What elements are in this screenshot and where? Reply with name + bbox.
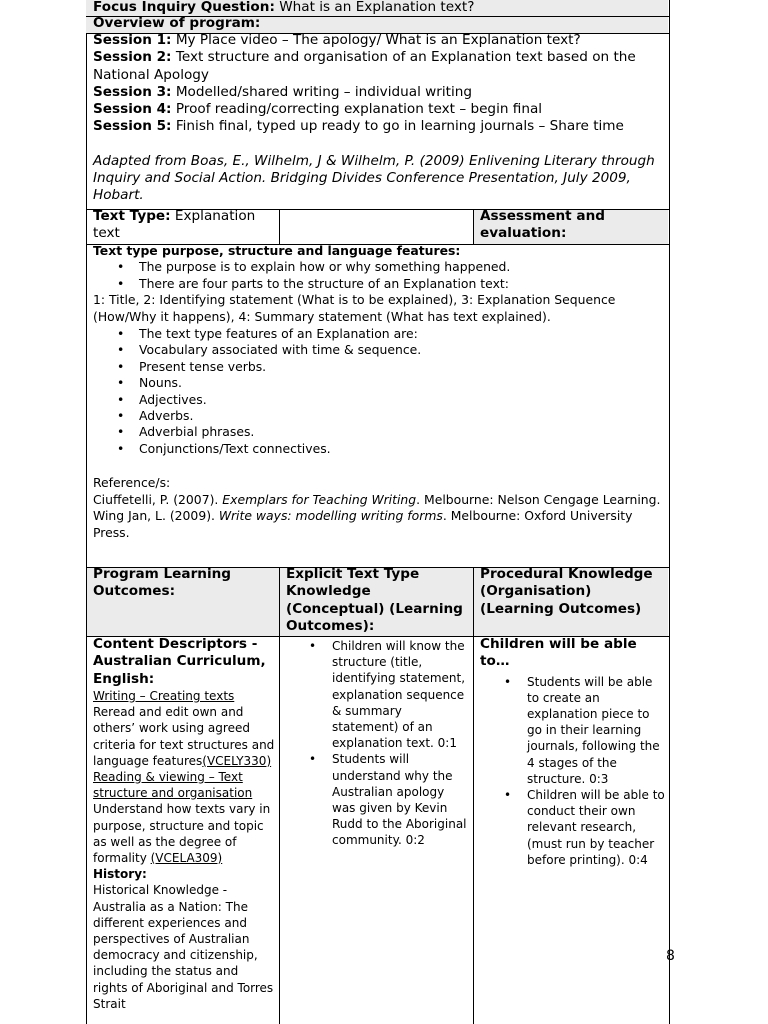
text-type (93, 208, 273, 243)
list-item: • Students will be able to create an explanation piece to go in their learning journals, following the 4 stages of the structure. 0:3 (480, 674, 666, 787)
header-procedural-knowledge: Procedural Knowledge (Organisation) (Learning Outcomes) (480, 566, 653, 617)
text-type-value: Explanation text (93, 208, 256, 242)
reference-1: Ciuffetelli, P. (2007). Exemplars for Teaching Writing. Melbourne: Nelson Cengage Learning. (93, 491, 661, 507)
reading-code-link[interactable]: (VCELA309) (150, 850, 223, 865)
structure-parts: 1: Title, 2: Identifying statement (What is to be explained), 3: Explanation Sequence (How/Why it happens), 4: Summary statement (What has text explained). (93, 292, 616, 324)
header-program-outcomes: Program Learning Outcomes: (93, 566, 232, 600)
focus-question (93, 0, 668, 16)
writing-link[interactable]: Writing – Creating texts (93, 688, 235, 703)
session-item (93, 101, 661, 118)
focus-label: Focus Inquiry Question: (93, 0, 275, 15)
session-text: Text structure and organisation of an Explanation text based on the National Apology (93, 49, 636, 83)
procedural-heading: Children will be able to… (480, 636, 637, 670)
session-label: Session 5: (93, 118, 172, 135)
session-label: Session 1: (93, 32, 172, 48)
session-label: Session 4: (93, 101, 172, 118)
purpose-list (93, 259, 663, 292)
session-label: Session 2: (93, 49, 172, 66)
references-label: Reference/s: (93, 475, 171, 491)
list-item: • Adjectives. (93, 392, 663, 408)
page-number: 8 (666, 948, 675, 964)
divider (279, 209, 280, 244)
history-descriptor: Historical Knowledge - Australia as a Nation: The different experiences and perspectives of Australian democracy and citizenship, including the status and rights of Aboriginal and Torres Strait (93, 883, 274, 1011)
writing-code-link[interactable]: (VCELY330) (202, 753, 272, 768)
list-item: • Nouns. (93, 375, 663, 391)
features-list (93, 326, 663, 457)
list-item: • Children will know the structure (title, identifying statement, explanation sequence & summary statement) of an explanation text. 0:1 (285, 638, 469, 751)
features-block (93, 243, 663, 541)
session-text: Finish final, typed up ready to go in learning journals – Share time (171, 118, 624, 135)
procedural-knowledge (480, 636, 666, 868)
overview-label: Overview of program: (93, 15, 261, 31)
content-descriptors-heading: Content Descriptors - Australian Curriculum, English: (93, 636, 266, 687)
header-explicit-knowledge: Explicit Text Type Knowledge (Conceptual) (Learning Outcomes): (286, 566, 463, 634)
list-item: • Children will be able to conduct their own relevant research, (must run by teacher before printing). 0:4 (480, 787, 666, 868)
session-text: Modelled/shared writing – individual writing (171, 83, 473, 100)
list-item: • Students will understand why the Australian apology was given by Kevin Rudd to the Aboriginal community. 0:2 (285, 751, 469, 848)
sessions-block (93, 32, 661, 205)
session-label: Session 3: (93, 83, 172, 100)
list-item: • Adverbs. (93, 408, 663, 424)
divider (473, 209, 474, 244)
writing-descriptor: Reread and edit own and others’ work using agreed criteria for text structures and language features(VCELY330) (93, 705, 275, 768)
history-label: History: (93, 867, 147, 882)
reading-link[interactable]: Reading & viewing – Text structure and organisation (93, 769, 253, 801)
session-item (93, 32, 661, 49)
content-descriptors (93, 636, 275, 1012)
list-item: • There are four parts to the structure of an Explanation text: (93, 276, 663, 292)
session-item (93, 118, 661, 135)
list-item: • Adverbial phrases. (93, 424, 663, 440)
session-text: Proof reading/correcting explanation text – begin final (171, 101, 543, 118)
list-item: • The purpose is to explain how or why something happened. (93, 259, 663, 275)
assessment-heading: Assessment and evaluation: (480, 208, 605, 242)
reference-2: Wing Jan, L. (2009). Write ways: modelling writing forms. Melbourne: Oxford University Press. (93, 508, 633, 540)
adapted-citation: Adapted from Boas, E., Wilhelm, J & Wilhelm, P. (2009) Enlivening Literary through Inquiry and Social Action. Bridging Divides Conference Presentation, July 2009, Hobart. (93, 152, 655, 204)
reading-descriptor: Understand how texts vary in purpose, structure and topic as well as the degree of formality (VCELA309) (93, 802, 271, 865)
list-item: • Present tense verbs. (93, 359, 663, 375)
text-type-label: Text Type: (93, 208, 171, 224)
session-item (93, 84, 661, 101)
list-item: • Conjunctions/Text connectives. (93, 441, 663, 457)
list-item: • The text type features of an Explanation are: (93, 326, 663, 342)
focus-text: What is an Explanation text? (279, 0, 475, 15)
list-item: • Vocabulary associated with time & sequence. (93, 342, 663, 358)
explicit-knowledge-list (285, 638, 469, 849)
session-item (93, 49, 661, 84)
session-text: My Place video – The apology/ What is an Explanation text? (171, 32, 581, 48)
features-heading: Text type purpose, structure and language features: (93, 243, 461, 258)
